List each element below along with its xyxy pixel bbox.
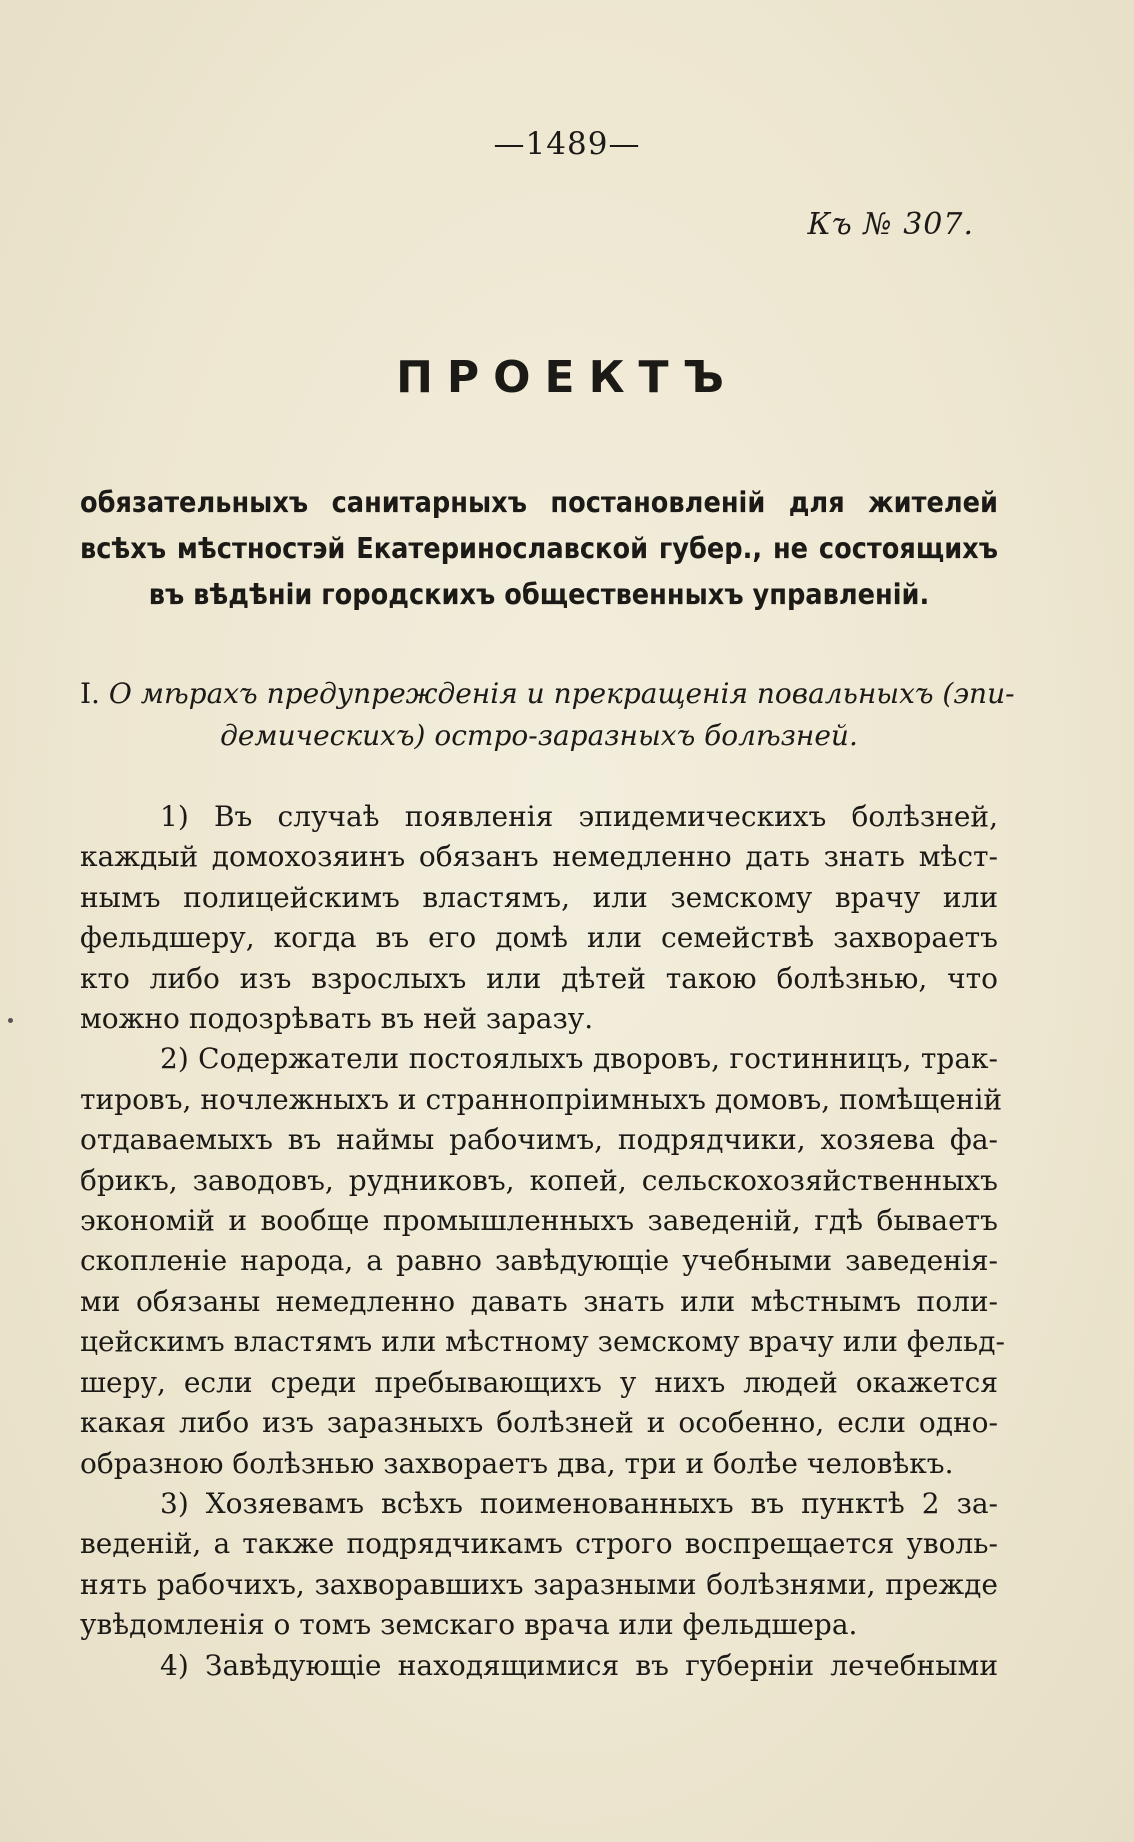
page-number: —1489—: [493, 126, 641, 162]
subtitle-line: всѣхъ мѣстностэй Екатеринославской губер., не состоящихъ: [80, 532, 998, 565]
section-heading-line: демическихъ) остро-заразныхъ болѣзней.: [220, 719, 858, 752]
paragraph-line: 4) Завѣдующіе находящимися въ губерніи лечебными: [160, 1648, 998, 1682]
subtitle-line: въ вѣдѣніи городскихъ общественныхъ управленій.: [148, 578, 930, 611]
section-heading-line: [80, 673, 1015, 715]
paragraph-line: увѣдомленія о томъ земскаго врача или фельдшера.: [80, 1608, 858, 1642]
paragraph-line: 1) Въ случаѣ появленія эпидемическихъ болѣзней,: [160, 800, 998, 833]
body-text: [80, 797, 1005, 1686]
section-number: I.: [80, 677, 100, 710]
paragraph-line: фельдшеру, когда въ его домѣ или семействѣ захвораетъ: [80, 921, 998, 955]
paragraph-line: можно подозрѣвать въ ней заразу.: [80, 1002, 594, 1036]
paragraph-line: скопленіе народа, а равно завѣдующіе учебными заведенія-: [80, 1244, 998, 1278]
paragraph-line: нять рабочихъ, захворавшихъ заразными болѣзнями, прежде: [80, 1567, 998, 1601]
section-heading: [80, 673, 1015, 757]
paragraph-line: отдаваемыхъ въ наймы рабочимъ, подрядчики, хозяева фа-: [80, 1123, 998, 1157]
paragraph-line: 2) Содержатели постоялыхъ дворовъ, гостинницъ, трак-: [160, 1042, 998, 1076]
document-title: ПРОЕКТЪ: [396, 352, 738, 403]
margin-mark: [8, 1018, 13, 1023]
paragraph-line: образною болѣзнью захвораетъ два, три и болѣе человѣкъ.: [80, 1446, 954, 1480]
paragraph-line: ми обязаны немедленно давать знать или мѣстнымъ поли-: [80, 1284, 998, 1318]
paragraph-line: шеру, если среди пребывающихъ у нихъ людей окажется: [80, 1365, 998, 1399]
section-title-part: О мѣрахъ предупрежденія и прекращенія повальныхъ (эпи-: [108, 677, 1015, 710]
paragraph-line: какая либо изъ заразныхъ болѣзней и особенно, если одно-: [80, 1406, 998, 1440]
paragraph-line: каждый домохозяинъ обязанъ немедленно дать знать мѣст-: [80, 840, 998, 874]
document-subtitle: [80, 480, 998, 618]
reference-number: Къ № 307.: [807, 207, 974, 242]
paragraph-line: брикъ, заводовъ, рудниковъ, копей, сельскохозяйственныхъ: [80, 1163, 998, 1197]
paragraph-line: веденій, а также подрядчикамъ строго воспрещается уволь-: [80, 1527, 998, 1561]
paragraph-line: цейскимъ властямъ или мѣстному земскому врачу или фельд-: [80, 1325, 1005, 1359]
subtitle-line: обязательныхъ санитарныхъ постановленій для жителей: [80, 486, 998, 519]
paragraph-line: тировъ, ночлежныхъ и страннопріимныхъ домовъ, помѣщеній: [80, 1082, 1003, 1116]
paragraph-line: экономій и вообще промышленныхъ заведеній, гдѣ бываетъ: [80, 1204, 998, 1238]
paragraph-line: кто либо изъ взрослыхъ или дѣтей такою болѣзнью, что: [80, 961, 998, 995]
paragraph-line: нымъ полицейскимъ властямъ, или земскому врачу или: [80, 880, 998, 914]
paragraph-line: 3) Хозяевамъ всѣхъ поименованныхъ въ пунктѣ 2 за-: [160, 1486, 998, 1520]
